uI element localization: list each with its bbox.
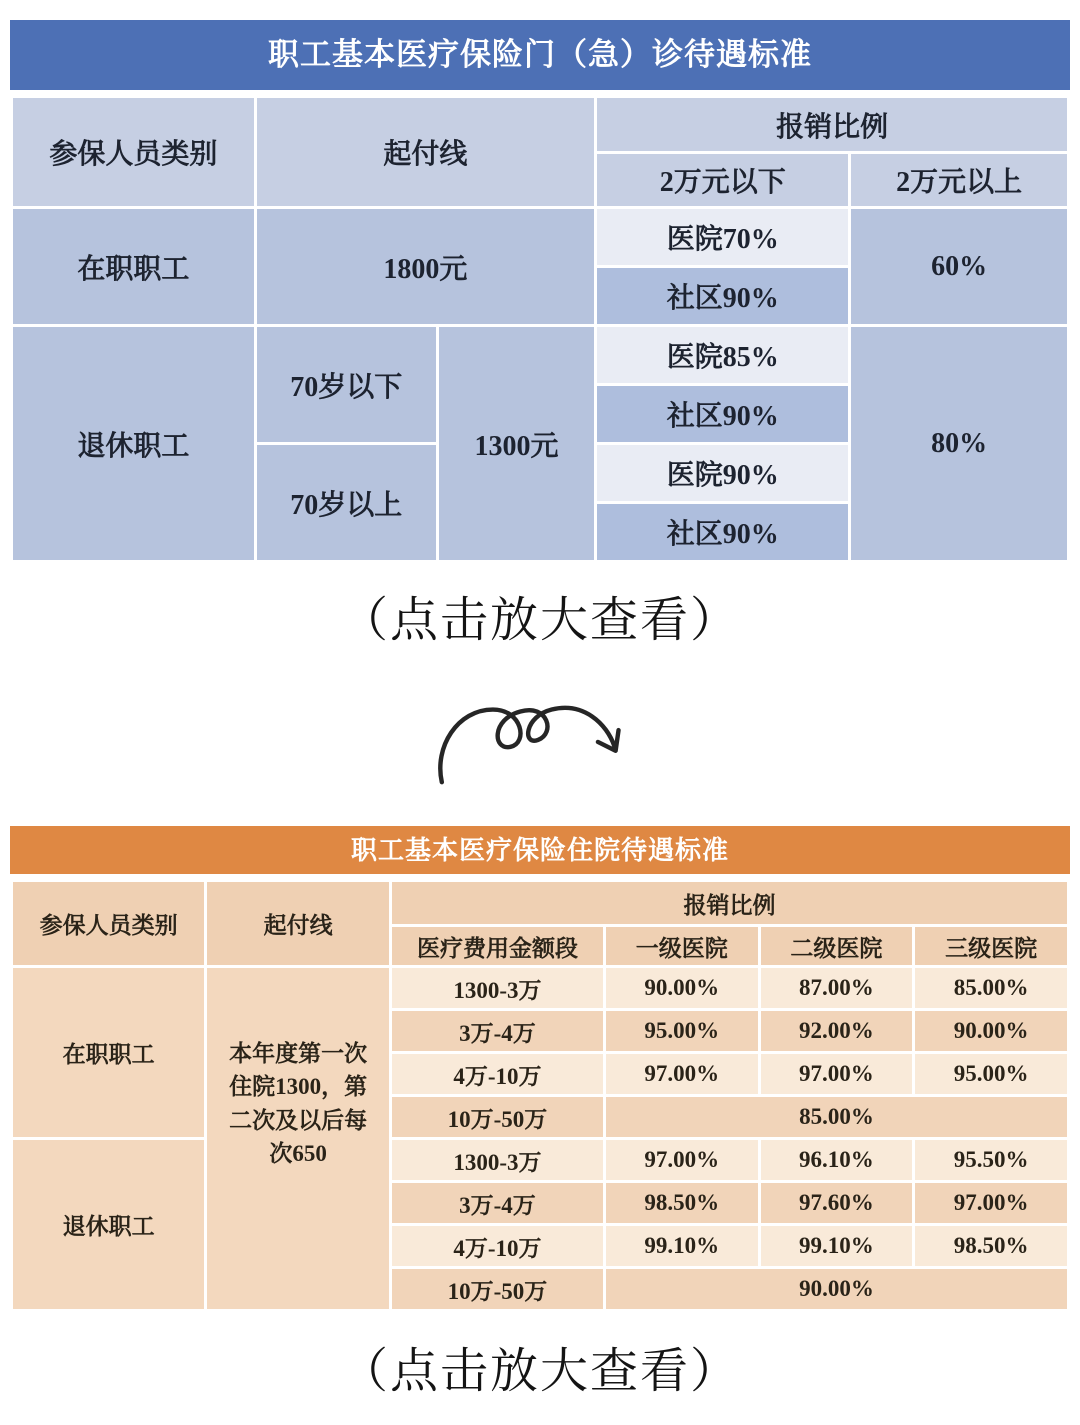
table-row	[13, 327, 1067, 383]
cell-range: 1300-3万	[392, 968, 603, 1008]
cell-rate-l1: 99.10%	[606, 1226, 758, 1266]
cell-retired-hospital-rate-under70: 医院85%	[597, 327, 848, 383]
inpatient-table	[10, 879, 1070, 1312]
cell-rate-l3: 97.00%	[915, 1183, 1067, 1223]
cell-rate-l3: 98.50%	[915, 1226, 1067, 1266]
cell-rate-l3: 95.00%	[915, 1054, 1067, 1094]
cell-rate-l1: 97.00%	[606, 1140, 758, 1180]
table-row	[13, 968, 1067, 1008]
cell-retired-hospital-rate-over70: 医院90%	[597, 445, 848, 501]
cell-active-above-rate: 60%	[851, 209, 1067, 324]
spiral-arrow-icon	[10, 684, 1070, 792]
header-reimbursement: 报销比例	[392, 882, 1067, 924]
inpatient-table-title: 职工基本医疗保险住院待遇标准	[10, 826, 1070, 874]
cell-active-hospital-rate: 医院70%	[597, 209, 848, 265]
cell-deductible-note: 本年度第一次住院1300，第二次及以后每次650	[207, 968, 389, 1309]
cell-rate-l3: 85.00%	[915, 968, 1067, 1008]
cell-range: 3万-4万	[392, 1011, 603, 1051]
cell-active-category: 在职职工	[13, 968, 204, 1137]
cell-rate-l3: 90.00%	[915, 1011, 1067, 1051]
header-deductible: 起付线	[257, 98, 594, 206]
cell-rate-l1: 90.00%	[606, 968, 758, 1008]
cell-rate-l1: 97.00%	[606, 1054, 758, 1094]
cell-retired-deductible: 1300元	[439, 327, 594, 560]
cell-rate-l2: 92.00%	[761, 1011, 913, 1051]
cell-retired-above-rate: 80%	[851, 327, 1067, 560]
header-category: 参保人员类别	[13, 882, 204, 965]
cell-rate-l3: 95.50%	[915, 1140, 1067, 1180]
cell-rate-merged: 85.00%	[606, 1097, 1067, 1137]
header-below-20k: 2万元以下	[597, 154, 848, 206]
cell-range: 1300-3万	[392, 1140, 603, 1180]
cell-retired-age-over: 70岁以上	[257, 445, 436, 560]
header-above-20k: 2万元以上	[851, 154, 1067, 206]
cell-retired-category: 退休职工	[13, 327, 254, 560]
cell-retired-community-rate-over70: 社区90%	[597, 504, 848, 560]
cell-retired-community-rate-under70: 社区90%	[597, 386, 848, 442]
cell-active-community-rate: 社区90%	[597, 268, 848, 324]
header-category: 参保人员类别	[13, 98, 254, 206]
inpatient-header-row-1	[13, 882, 1067, 924]
outpatient-table-figure[interactable]	[10, 20, 1070, 563]
inpatient-table-figure[interactable]	[10, 826, 1070, 1312]
cell-range: 10万-50万	[392, 1269, 603, 1309]
cell-rate-l2: 96.10%	[761, 1140, 913, 1180]
cell-active-deductible: 1800元	[257, 209, 594, 324]
header-amount-range: 医疗费用金额段	[392, 927, 603, 965]
outpatient-table	[10, 95, 1070, 563]
caption-click-to-enlarge-top: （点击放大查看）	[339, 594, 740, 647]
header-deductible: 起付线	[207, 882, 389, 965]
header-level3-hospital: 三级医院	[915, 927, 1067, 965]
outpatient-header-row-1	[13, 98, 1067, 151]
cell-rate-l1: 98.50%	[606, 1183, 758, 1223]
cell-range: 4万-10万	[392, 1226, 603, 1266]
cell-range: 10万-50万	[392, 1097, 603, 1137]
cell-range: 4万-10万	[392, 1054, 603, 1094]
caption-click-to-enlarge-bottom: （点击放大查看）	[339, 1345, 740, 1398]
header-reimbursement: 报销比例	[597, 98, 1067, 151]
cell-rate-l2: 99.10%	[761, 1226, 913, 1266]
cell-range: 3万-4万	[392, 1183, 603, 1223]
cell-rate-l1: 95.00%	[606, 1011, 758, 1051]
table-row	[13, 209, 1067, 265]
cell-rate-l2: 87.00%	[761, 968, 913, 1008]
header-level2-hospital: 二级医院	[761, 927, 913, 965]
cell-active-category: 在职职工	[13, 209, 254, 324]
cell-rate-l2: 97.00%	[761, 1054, 913, 1094]
outpatient-table-title: 职工基本医疗保险门（急）诊待遇标准	[10, 20, 1070, 90]
header-level1-hospital: 一级医院	[606, 927, 758, 965]
table-row	[13, 1140, 1067, 1180]
cell-rate-merged: 90.00%	[606, 1269, 1067, 1309]
cell-retired-category: 退休职工	[13, 1140, 204, 1309]
cell-rate-l2: 97.60%	[761, 1183, 913, 1223]
cell-retired-age-under: 70岁以下	[257, 327, 436, 442]
